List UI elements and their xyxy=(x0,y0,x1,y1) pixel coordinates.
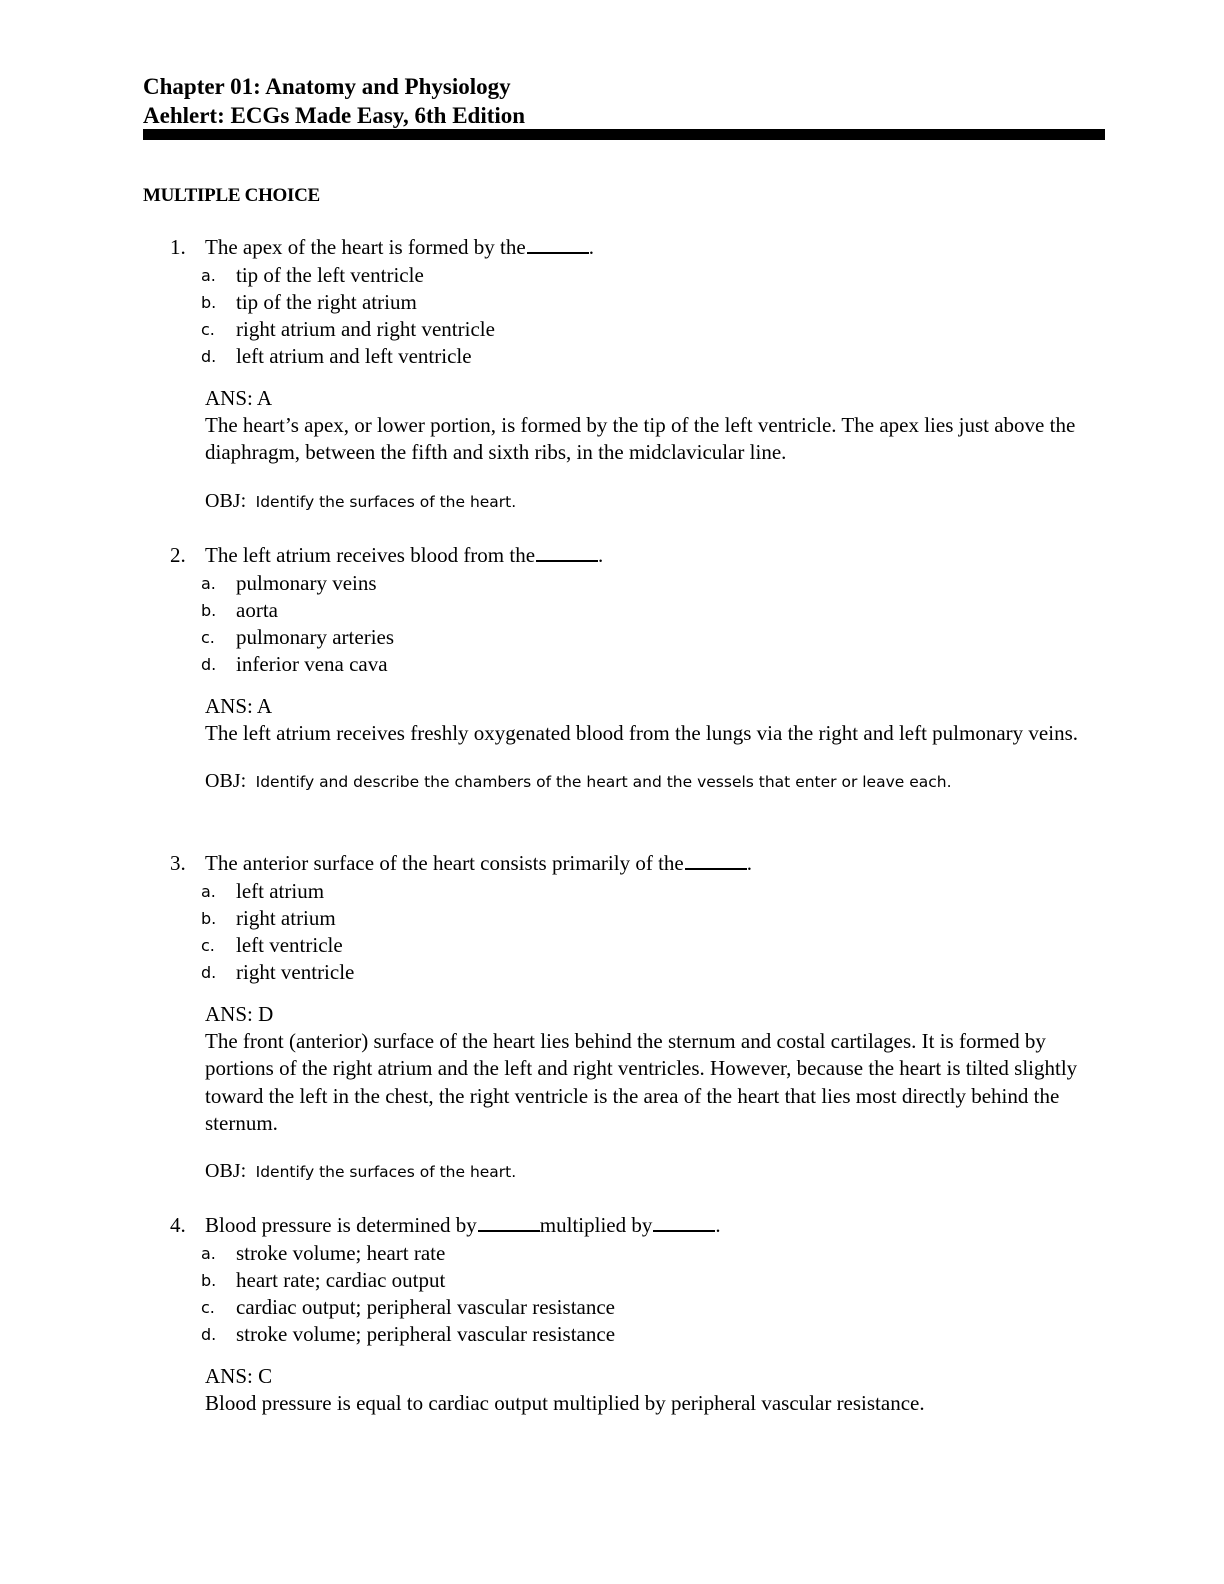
question-text xyxy=(205,542,603,570)
objective-text: Identify and describe the chambers of the heart and the vessels that enter or leave each. xyxy=(255,773,952,792)
option-letter: c. xyxy=(201,628,215,648)
option-text: pulmonary arteries xyxy=(236,625,395,650)
objective xyxy=(205,1159,1105,1185)
option-letter: a. xyxy=(201,265,216,285)
option-list xyxy=(201,262,1105,371)
option-text: pulmonary veins xyxy=(236,570,377,595)
option-c xyxy=(201,1294,1105,1321)
option-letter: b. xyxy=(201,908,217,928)
option-letter: a. xyxy=(201,573,216,593)
question-text xyxy=(205,234,594,262)
option-a xyxy=(201,262,1105,289)
answer-block xyxy=(205,693,1105,748)
question-4 xyxy=(170,1212,1105,1417)
answer-rationale: The front (anterior) surface of the heart lies behind the sternum and costal cartilages. It is formed by portions of the right atrium and the left and right ventricles. However, because the heart is tilted slightly toward the left in the chest, the right ventricle is the area of the heart that lies most directly behind the sternum. xyxy=(205,1028,1078,1135)
objective xyxy=(205,489,1105,515)
answer-blank xyxy=(536,543,598,562)
stem-text-middle: multiplied by xyxy=(539,1213,653,1237)
book-title: Aehlert: ECGs Made Easy, 6th Edition xyxy=(143,103,526,128)
option-list xyxy=(201,878,1105,987)
question-1 xyxy=(170,234,1105,515)
answer-blank xyxy=(685,851,747,870)
stem-end: . xyxy=(598,543,604,567)
option-b xyxy=(201,905,1105,932)
question-text xyxy=(205,850,752,878)
option-text: stroke volume; heart rate xyxy=(236,1240,446,1265)
objective-label: OBJ: xyxy=(205,1160,247,1183)
option-text: left ventricle xyxy=(236,933,343,958)
option-letter: a. xyxy=(201,881,216,901)
option-text: tip of the left ventricle xyxy=(236,262,424,287)
stem-text: The apex of the heart is formed by the xyxy=(205,235,526,259)
option-letter: b. xyxy=(201,1270,217,1290)
answer-key: ANS: D xyxy=(205,1001,274,1026)
section-title: MULTIPLE CHOICE xyxy=(143,185,320,206)
header-rule xyxy=(143,129,1105,140)
answer-blank xyxy=(478,1213,540,1232)
option-c xyxy=(201,316,1105,343)
question-stem xyxy=(170,542,1105,570)
answer-block xyxy=(205,1001,1105,1137)
answer-key: ANS: C xyxy=(205,1363,273,1388)
option-d xyxy=(201,1321,1105,1348)
question-number: 2. xyxy=(170,543,186,567)
option-a xyxy=(201,1240,1105,1267)
option-text: tip of the right atrium xyxy=(236,289,417,314)
option-d xyxy=(201,343,1105,370)
option-letter: c. xyxy=(201,1298,215,1318)
option-text: right atrium xyxy=(236,905,336,930)
option-list xyxy=(201,1240,1105,1349)
document-header xyxy=(143,72,1105,130)
option-d xyxy=(201,651,1105,678)
option-text: stroke volume; peripheral vascular resistance xyxy=(236,1322,616,1347)
question-2 xyxy=(170,542,1105,795)
option-letter: c. xyxy=(201,936,215,956)
question-number: 1. xyxy=(170,235,186,259)
option-b xyxy=(201,289,1105,316)
stem-text: The anterior surface of the heart consists primarily of the xyxy=(205,851,684,875)
option-letter: c. xyxy=(201,320,215,340)
objective-label: OBJ: xyxy=(205,770,247,793)
answer-rationale: The heart’s apex, or lower portion, is formed by the tip of the left ventricle. The apex lies just above the diaphragm, between the fifth and sixth ribs, in the midclavicular line. xyxy=(205,412,1076,465)
answer-rationale: Blood pressure is equal to cardiac output multiplied by peripheral vascular resistance. xyxy=(205,1390,925,1415)
question-number: 4. xyxy=(170,1213,186,1237)
option-c xyxy=(201,932,1105,959)
stem-text: The left atrium receives blood from the xyxy=(205,543,536,567)
option-text: cardiac output; peripheral vascular resistance xyxy=(236,1295,615,1320)
option-letter: b. xyxy=(201,292,217,312)
objective-text: Identify the surfaces of the heart. xyxy=(255,1163,517,1182)
option-b xyxy=(201,1267,1105,1294)
answer-blank xyxy=(527,235,589,254)
option-text: left atrium xyxy=(236,878,325,903)
stem-end: . xyxy=(746,851,752,875)
option-letter: b. xyxy=(201,600,217,620)
option-text: right ventricle xyxy=(236,960,355,985)
question-3 xyxy=(170,850,1105,1185)
option-text: left atrium and left ventricle xyxy=(236,344,472,369)
option-b xyxy=(201,597,1105,624)
question-stem xyxy=(170,1212,1105,1240)
option-text: aorta xyxy=(236,597,278,622)
question-text xyxy=(205,1212,721,1240)
option-list xyxy=(201,570,1105,679)
question-stem xyxy=(170,850,1105,878)
answer-rationale: The left atrium receives freshly oxygenated blood from the lungs via the right and left pulmonary veins. xyxy=(205,720,1078,745)
option-c xyxy=(201,624,1105,651)
option-a xyxy=(201,878,1105,905)
answer-key: ANS: A xyxy=(205,693,273,718)
option-text: inferior vena cava xyxy=(236,652,388,677)
option-letter: d. xyxy=(201,963,217,983)
question-stem xyxy=(170,234,1105,262)
objective-text: Identify the surfaces of the heart. xyxy=(255,492,517,511)
chapter-title: Chapter 01: Anatomy and Physiology xyxy=(143,74,511,99)
option-letter: a. xyxy=(201,1243,216,1263)
question-number: 3. xyxy=(170,851,186,875)
answer-key: ANS: A xyxy=(205,385,273,410)
option-letter: d. xyxy=(201,347,217,367)
stem-end: . xyxy=(715,1213,721,1237)
option-text: right atrium and right ventricle xyxy=(236,317,495,342)
stem-text: Blood pressure is determined by xyxy=(205,1213,477,1237)
option-letter: d. xyxy=(201,655,217,675)
option-text: heart rate; cardiac output xyxy=(236,1267,446,1292)
objective xyxy=(205,769,1105,795)
stem-end: . xyxy=(588,235,594,259)
option-letter: d. xyxy=(201,1325,217,1345)
option-a xyxy=(201,570,1105,597)
answer-block xyxy=(205,1363,1105,1418)
answer-block xyxy=(205,385,1105,467)
objective-label: OBJ: xyxy=(205,489,247,512)
answer-blank xyxy=(653,1213,715,1232)
option-d xyxy=(201,959,1105,986)
